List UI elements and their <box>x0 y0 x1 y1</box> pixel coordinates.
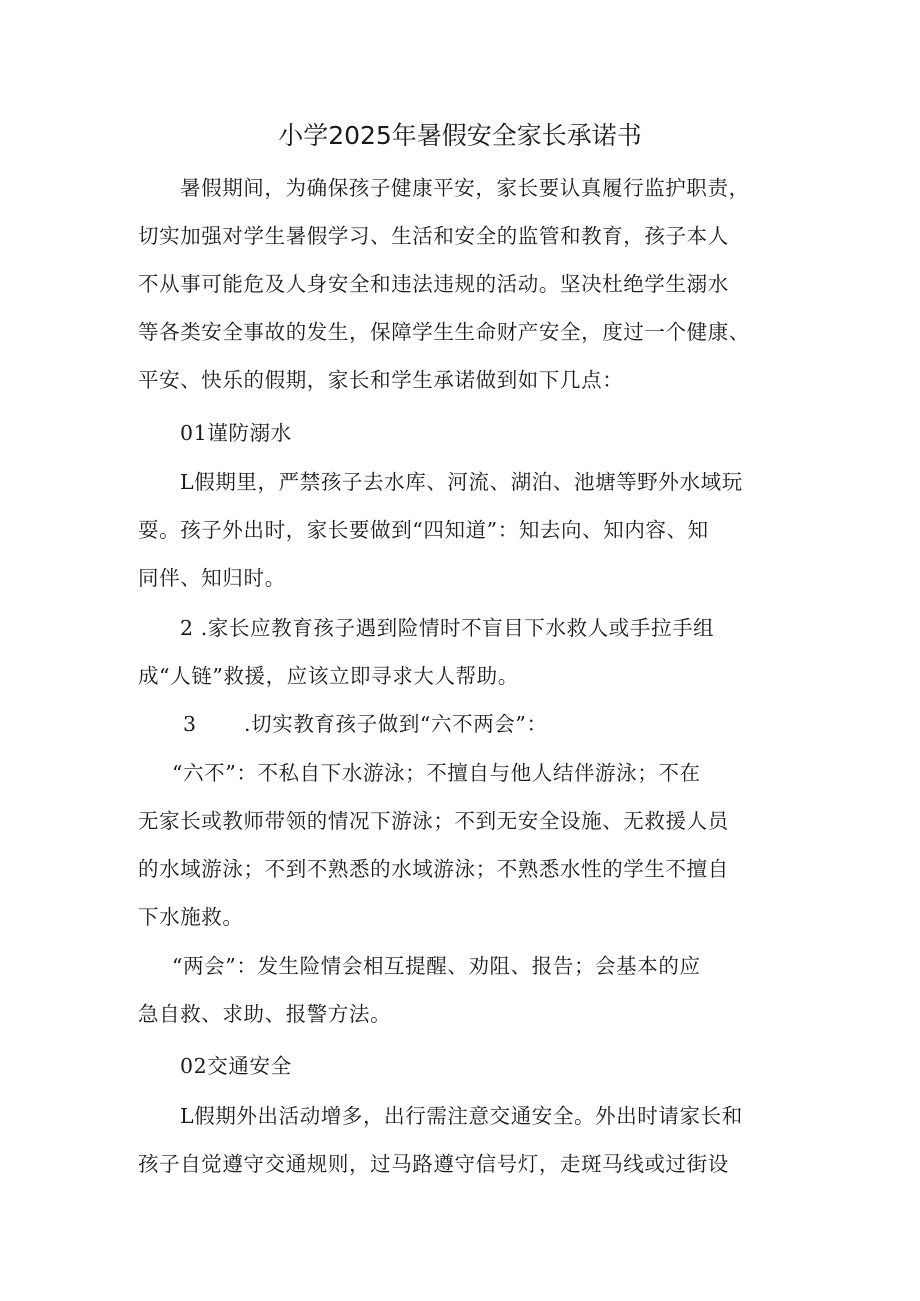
six-no-line: “六不”：不私自下水游泳；不擅自与他人结伴游泳；不在 <box>172 761 701 785</box>
six-no-line: 下水施救。 <box>138 905 244 929</box>
drowning-item-2-line: 2 .家长应教育孩子遇到险情时不盲目下水救人或手拉手组 <box>180 616 715 640</box>
intro-line: 暑假期间，为确保孩子健康平安，家长要认真履行监护职责， <box>180 176 750 200</box>
six-no-line: 无家长或教师带领的情况下游泳；不到无安全设施、无救援人员 <box>138 809 729 833</box>
intro-line: 等各类安全事故的发生，保障学生生命财产安全，度过一个健康、 <box>138 320 750 344</box>
section-heading-traffic: 02交通安全 <box>180 1054 292 1078</box>
two-can-line: 急自救、求助、报警方法。 <box>138 1002 392 1026</box>
traffic-item-1-line: L假期外出活动增多，出行需注意交通安全。外出时请家长和 <box>180 1104 743 1128</box>
two-can-line: “两会”：发生险情会相互提醒、劝阻、报告；会基本的应 <box>172 954 701 978</box>
document-title: 小学2025年暑假安全家长承诺书 <box>278 121 642 150</box>
drowning-item-2-line: 成“人链”救援，应该立即寻求大人帮助。 <box>138 664 519 688</box>
traffic-item-1-line: 孩子自觉遵守交通规则，过马路遵守信号灯，走斑马线或过街设 <box>138 1152 729 1176</box>
six-no-line: 的水域游泳；不到不熟悉的水域游泳；不熟悉水性的学生不擅自 <box>138 857 729 881</box>
drowning-item-3-number: 3 <box>183 712 197 736</box>
intro-line: 切实加强对学生暑假学习、生活和安全的监管和教育，孩子本人 <box>138 224 729 248</box>
section-heading-drowning: 01谨防溺水 <box>180 421 292 445</box>
drowning-item-1-line: 耍。孩子外出时，家长要做到“四知道”：知去向、知内容、知 <box>138 518 709 542</box>
drowning-item-3-text: .切实教育孩子做到“六不两会”： <box>244 712 548 736</box>
drowning-item-1-line: L假期里，严禁孩子去水库、河流、湖泊、池塘等野外水域玩 <box>180 470 743 494</box>
drowning-item-1-line: 同伴、知归时。 <box>138 566 286 590</box>
intro-line: 不从事可能危及人身安全和违法违规的活动。坚决杜绝学生溺水 <box>138 272 729 296</box>
intro-line: 平安、快乐的假期，家长和学生承诺做到如下几点： <box>138 368 624 392</box>
